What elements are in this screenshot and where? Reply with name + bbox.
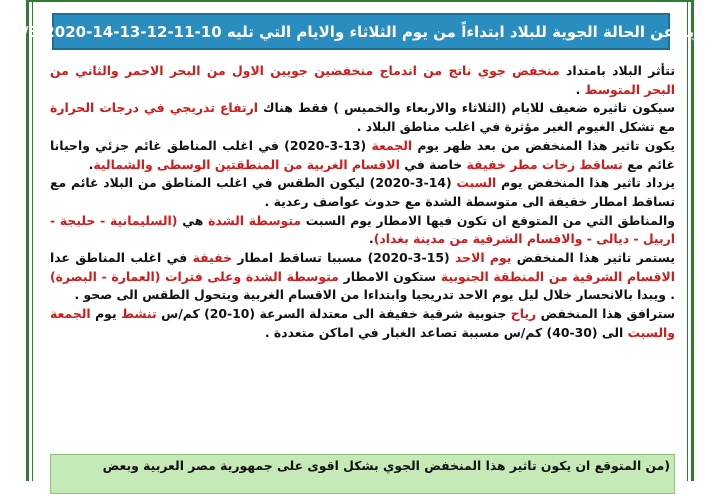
highlight-text: يوم الاحد bbox=[455, 250, 512, 266]
body-text: (15-3-2020) مسببا تساقط امطار bbox=[232, 250, 455, 266]
body-text: . ويبدا بالانحسار خلال ليل يوم الاحد تدريجيا وابتداءا من الاقسام الغربية ويتحول الطقس الى صحو . bbox=[74, 287, 675, 303]
body-text: سيكون تاثيره ضعيف للايام (الثلاثاء والاربعاء والخميس ) فقط هناك bbox=[258, 100, 675, 116]
report-title: تقرير عن الحالة الجوية للبلاد ابتداءاً من يوم الثلاثاء والايام التي تليه 10-11-12-13-14-15/3/2020 bbox=[2, 22, 720, 41]
body-text: تتأثر البلاد بامتداد bbox=[559, 63, 675, 78]
report-paragraph bbox=[50, 137, 675, 174]
highlight-text: رياح bbox=[510, 306, 537, 322]
body-text: يكون تاثير هذا المنخفض من بعد ظهر يوم bbox=[412, 137, 675, 153]
body-text: . bbox=[575, 81, 585, 97]
highlight-text: ارتفاع تدريجي في درجات الحرارة bbox=[50, 100, 259, 116]
body-text: خاصة في bbox=[399, 156, 467, 172]
body-text: مع تشكل الغيوم الغير مؤثرة في اغلب مناطق البلاد . bbox=[356, 119, 675, 135]
highlight-text: منخفض جوي ناتج من اندماج منخفضين جويين الاول من البحر الاحمر والثاني من البحر المتوسط bbox=[50, 63, 675, 97]
body-text: في اغلب المناطق عدا bbox=[50, 250, 193, 266]
body-text: ستكون الامطار bbox=[338, 268, 441, 284]
highlight-text: خفيفة bbox=[192, 250, 232, 266]
highlight-text: (السليمانية - حلبجة - اربيل - ديالى - والاقسام الشرقية من مدينة بغداد) bbox=[50, 212, 675, 247]
bottom-note: (من المتوقع ان يكون تاثير هذا المنخفض الجوي بشكل اقوى على جمهورية مصر العربية وبعض bbox=[102, 458, 670, 473]
report-paragraph bbox=[50, 249, 675, 305]
body-text: (13-3-2020) في اغلب المناطق غائم جزئي واحيانا غائم مع bbox=[50, 137, 675, 172]
highlight-text: السبت bbox=[456, 175, 497, 191]
body-text: والمناطق التي من المتوقع ان تكون فيها الامطار يوم السبت bbox=[301, 212, 675, 228]
report-title-bar bbox=[2, 13, 720, 50]
body-text: (14-3-2020) ليكون الطقس في اغلب المناطق من البلاد غائم مع تساقط امطار خفيفة الى متوسطة الشدة مع حدوث عواصف رعدية . bbox=[50, 175, 675, 209]
body-text: جنوبية شرقية خفيفة الى معتدلة السرعة (10-20) كم/س bbox=[156, 306, 511, 322]
report-paragraph bbox=[50, 305, 675, 342]
body-text: يوم bbox=[90, 306, 122, 322]
body-text: هي bbox=[177, 212, 209, 228]
body-text: . bbox=[369, 231, 374, 247]
report-paragraph bbox=[50, 212, 675, 249]
body-text: . bbox=[88, 156, 94, 172]
highlight-text: الاقسام الشرقية من المنطقة الجنوبية bbox=[440, 268, 675, 284]
body-text: يستمر تاثير هذا المنخفض bbox=[511, 250, 675, 266]
bottom-note-box bbox=[50, 454, 675, 494]
report-paragraph bbox=[50, 174, 675, 211]
highlight-text: متوسطة الشدة bbox=[208, 212, 302, 228]
report-paragraph bbox=[50, 99, 675, 136]
body-text: يزداد تاثير هذا المنخفض يوم bbox=[496, 175, 675, 191]
highlight-text: تنشط bbox=[121, 306, 157, 322]
highlight-text: الاقسام الغربية من المنطقتين الوسطى والشمالية bbox=[93, 156, 400, 172]
highlight-text: الجمعة والسبت bbox=[50, 306, 675, 340]
highlight-text: الجمعة bbox=[371, 137, 413, 153]
report-paragraph bbox=[50, 62, 675, 99]
body-text: الى (30-40) كم/س مسببة تصاعد الغبار في اماكن متعددة . bbox=[264, 324, 628, 340]
body-text: سترافق هذا المنخفض bbox=[536, 306, 676, 322]
highlight-text: تساقط زخات مطر خفيفة bbox=[466, 156, 623, 172]
report-body bbox=[50, 62, 675, 343]
highlight-text: متوسطة الشدة وعلى فترات (العمارة - البصرة) bbox=[50, 268, 339, 284]
